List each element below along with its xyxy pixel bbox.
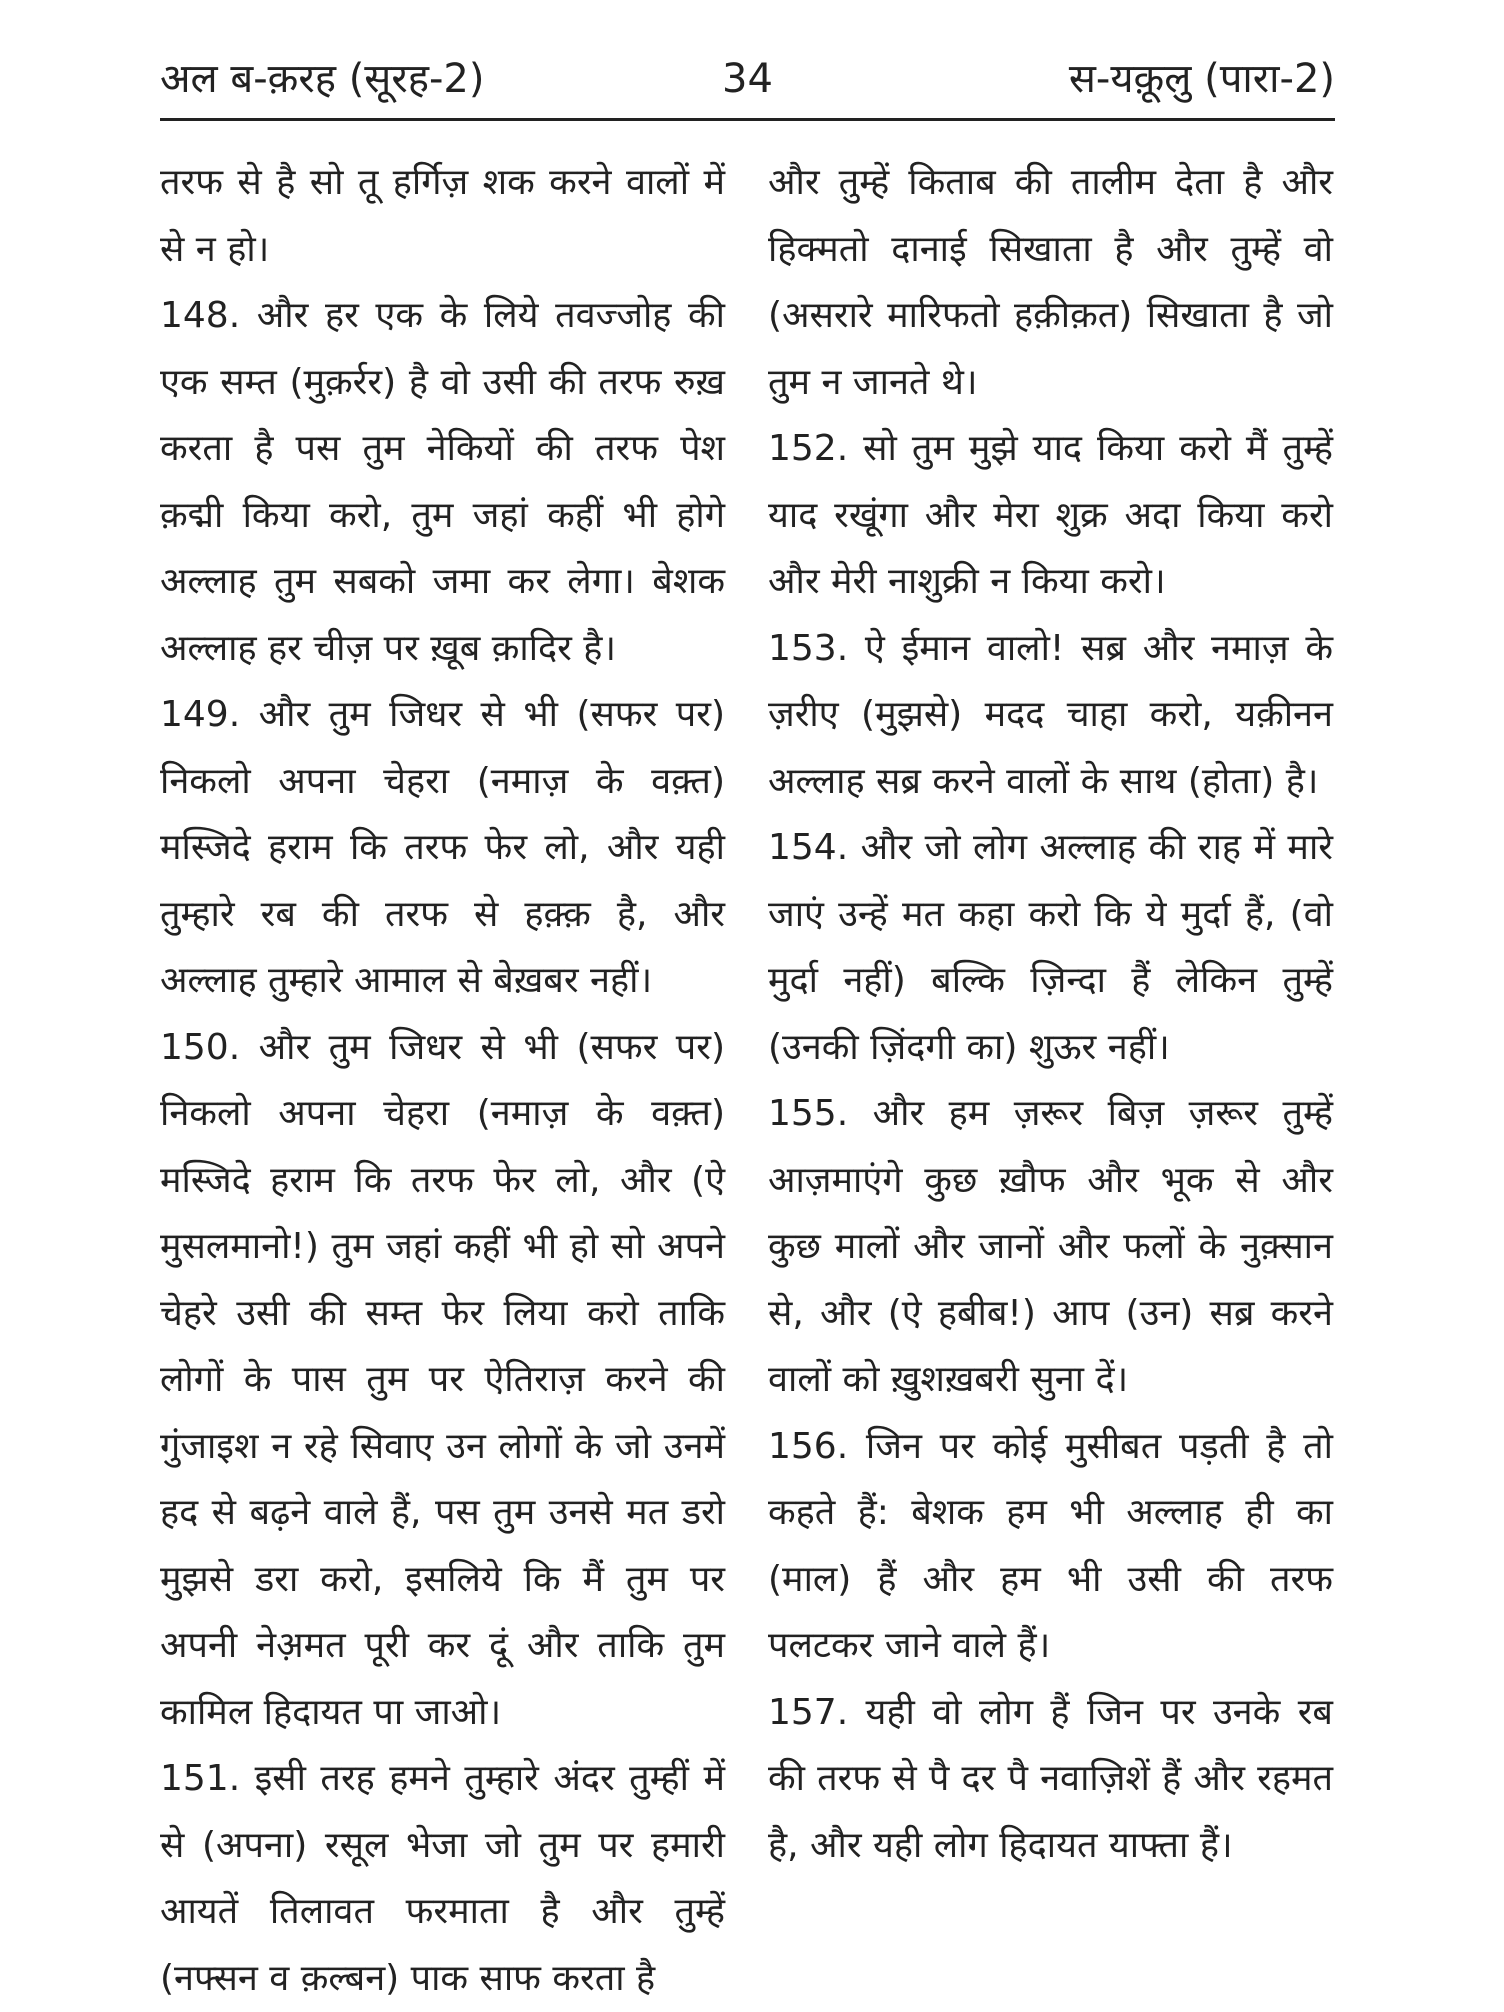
surah-title: अल ब-क़रह (सूरह-2): [160, 56, 485, 102]
verse-paragraph: और तुम्हें किताब की तालीम देता है और हिक्मतो दानाई सिखाता है और तुम्हें वो (असरारे मारिफतो हक़ीक़त) सिखाता है जो तुम न जानते थे।: [768, 162, 1333, 403]
left-text-column: [160, 150, 725, 2012]
page-header: [160, 44, 1335, 114]
verse-paragraph: 154. और जो लोग अल्लाह की राह में मारे जाएं उन्हें मत कहा करो कि ये मुर्दा हैं, (वो मुर्दा नहीं) बल्कि ज़िन्दा हैं लेकिन तुम्हें (उनकी ज़िंदगी का) शुऊर नहीं।: [768, 827, 1333, 1068]
verse-paragraph: 151. इसी तरह हमने तुम्हारे अंदर तुम्हीं में से (अपना) रसूल भेजा जो तुम पर हमारी आयतें तिलावत फरमाता है और तुम्हें (नफ्सन व क़ल्बन) पाक साफ करता है: [160, 1758, 725, 1999]
verse-paragraph: 150. और तुम जिधर से भी (सफर पर) निकलो अपना चेहरा (नमाज़ के वक़्त) मस्जिदे हराम कि तरफ फेर लो, और (ऐ मुसलमानो!) तुम जहां कहीं भी हो सो अपने चेहरे उसी की सम्त फेर लिया करो ताकि लोगों के पास तुम पर ऐतिराज़ करने की गुंजाइश न रहे सिवाए उन लोगों के जो उनमें हद से बढ़ने वाले हैं, पस तुम उनसे मत डरो मुझसे डरा करो, इसलिये कि मैं तुम पर अपनी नेअ़मत पूरी कर दूं और ताकि तुम कामिल हिदायत पा जाओ।: [160, 1026, 725, 1733]
page-number: 34: [722, 56, 773, 102]
para-title: स-यक़ूलु (पारा-2): [1068, 56, 1335, 102]
verse-paragraph: 156. जिन पर कोई मुसीबत पड़ती है तो कहते हैं: बेशक हम भी अल्लाह ही का (माल) हैं और हम भी उसी की तरफ पलटकर जाने वाले हैं।: [768, 1425, 1333, 1666]
verse-paragraph: तरफ से है सो तू हर्गिज़ शक करने वालों में से न हो।: [160, 162, 725, 270]
verse-paragraph: 157. यही वो लोग हैं जिन पर उनके रब की तरफ से पै दर पै नवाज़िशें हैं और रहमत है, और यही लोग हिदायत याफ्ता हैं।: [768, 1691, 1333, 1866]
right-text-column: [768, 150, 1333, 1879]
verse-paragraph: 155. और हम ज़रूर बिज़ ज़रूर तुम्हें आज़माएंगे कुछ ख़ौफ और भूक से और कुछ मालों और जानों और फलों के नुक़्सान से, और (ऐ हबीब!) आप (उन) सब्र करने वालों को ख़ुशख़बरी सुना दें।: [768, 1093, 1333, 1400]
verse-paragraph: 148. और हर एक के लिये तवज्जोह की एक सम्त (मुक़र्रर) है वो उसी की तरफ रुख़ करता है पस तुम नेकियों की तरफ पेश क़द्मी किया करो, तुम जहां कहीं भी होगे अल्लाह तुम सबको जमा कर लेगा। बेशक अल्लाह हर चीज़ पर ख़ूब क़ादिर है।: [160, 295, 725, 669]
verse-paragraph: 149. और तुम जिधर से भी (सफर पर) निकलो अपना चेहरा (नमाज़ के वक़्त) मस्जिदे हराम कि तरफ फेर लो, और यही तुम्हारे रब की तरफ से हक़्क़ है, और अल्लाह तुम्हारे आमाल से बेख़बर नहीं।: [160, 694, 725, 1001]
header-divider: [160, 118, 1335, 121]
verse-paragraph: 152. सो तुम मुझे याद किया करो मैं तुम्हें याद रखूंगा और मेरा शुक्र अदा किया करो और मेरी नाशुक्री न किया करो।: [768, 428, 1333, 602]
verse-paragraph: 153. ऐ ईमान वालो! सब्र और नमाज़ के ज़रीए (मुझसे) मदद चाहा करो, यक़ीनन अल्लाह सब्र करने वालों के साथ (होता) है।: [768, 627, 1333, 802]
